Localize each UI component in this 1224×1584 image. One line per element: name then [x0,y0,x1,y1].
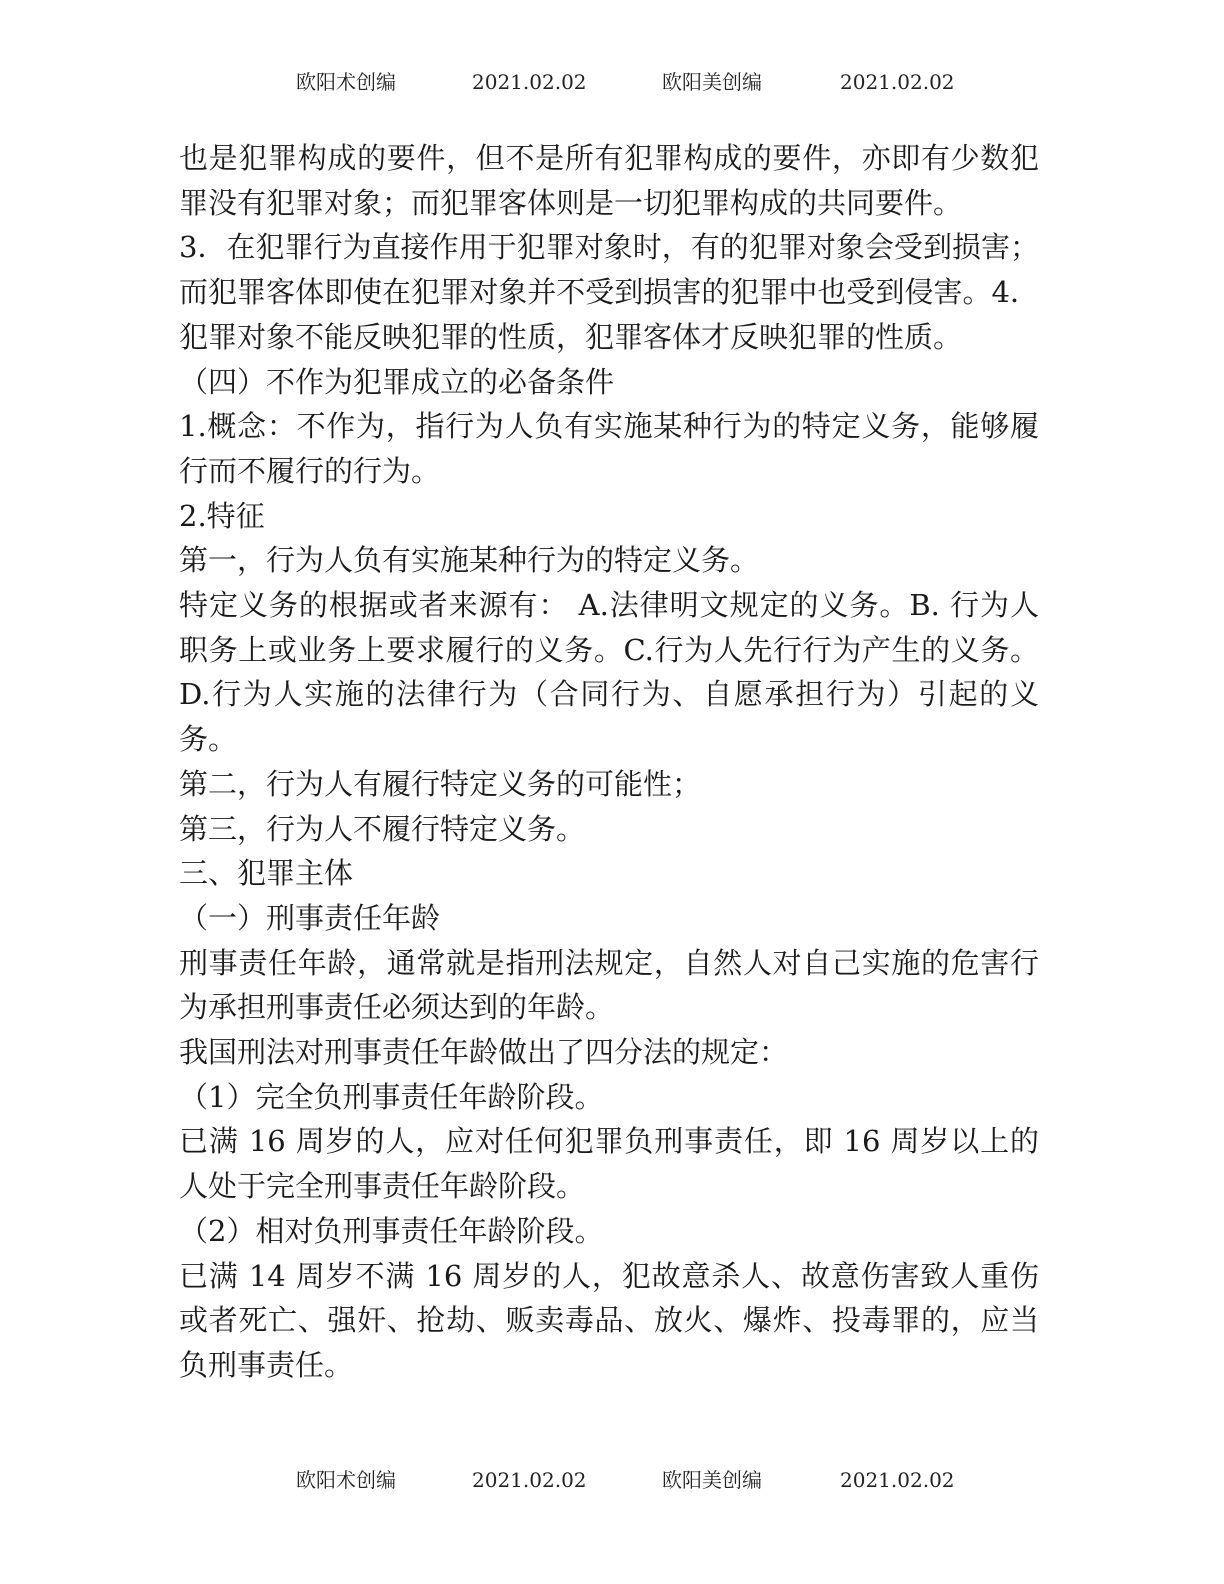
paragraph: 也是犯罪构成的要件，但不是所有犯罪构成的要件，亦即有少数犯罪没有犯罪对象；而犯罪客体则是一切犯罪构成的共同要件。 [179,141,1039,220]
header-author-2: 欧阳美创编 [662,70,762,94]
section-heading: 三、犯罪主体 [179,856,354,891]
paragraph: 第二，行为人有履行特定义务的可能性； [179,766,702,801]
paragraph: 3．在犯罪行为直接作用于犯罪对象时，有的犯罪对象会受到损害；而犯罪客体即使在犯罪对象并不受到损害的犯罪中也受到侵害。4．犯罪对象不能反映犯罪的性质，犯罪客体才反映犯罪的性质。 [179,230,1039,354]
paragraph: 第三，行为人不履行特定义务。 [179,811,586,846]
paragraph: 刑事责任年龄，通常就是指刑法规定，自然人对自己实施的危害行为承担刑事责任必须达到的年龄。 [179,945,1039,1025]
subheading: （2）相对负刑事责任年龄阶段。 [179,1213,604,1248]
footer-date-1: 2021.02.02 [472,1468,587,1492]
paragraph: 第一，行为人负有实施某种行为的特定义务。 [179,543,760,578]
header-date-1: 2021.02.02 [472,70,587,94]
section-heading: （一）刑事责任年龄 [179,900,441,935]
paragraph: 我国刑法对刑事责任年龄做出了四分法的规定： [179,1035,789,1070]
footer-date-2: 2021.02.02 [840,1468,955,1492]
paragraph: 已满 16 周岁的人，应对任何犯罪负刑事责任，即 16 周岁以上的人处于完全刑事责任年龄阶段。 [179,1124,1039,1204]
subheading: 2.特征 [179,498,265,533]
document-body [179,136,1039,1388]
paragraph: 已满 14 周岁不满 16 周岁的人，犯故意杀人、故意伤害致人重伤或者死亡、强奸、抢劫、贩卖毒品、放火、爆炸、投毒罪的，应当负刑事责任。 [179,1258,1039,1382]
footer-author-1: 欧阳术创编 [296,1468,396,1492]
subheading: （1）完全负刑事责任年龄阶段。 [179,1079,604,1114]
page-header [0,62,1224,102]
paragraph: 1.概念：不作为，指行为人负有实施某种行为的特定义务，能够履行而不履行的行为。 [179,409,1039,488]
section-heading: （四）不作为犯罪成立的必备条件 [179,364,615,399]
paragraph: 特定义务的根据或者来源有： A.法律明文规定的义务。B. 行为人职务上或业务上要求履行的义务。C.行为人先行行为产生的义务。D.行为人实施的法律行为（合同行为、自愿承担行为）引起的义务。 [179,588,1039,757]
page-footer [0,1460,1224,1500]
header-author-1: 欧阳术创编 [296,70,396,94]
header-date-2: 2021.02.02 [840,70,955,94]
footer-author-2: 欧阳美创编 [662,1468,762,1492]
